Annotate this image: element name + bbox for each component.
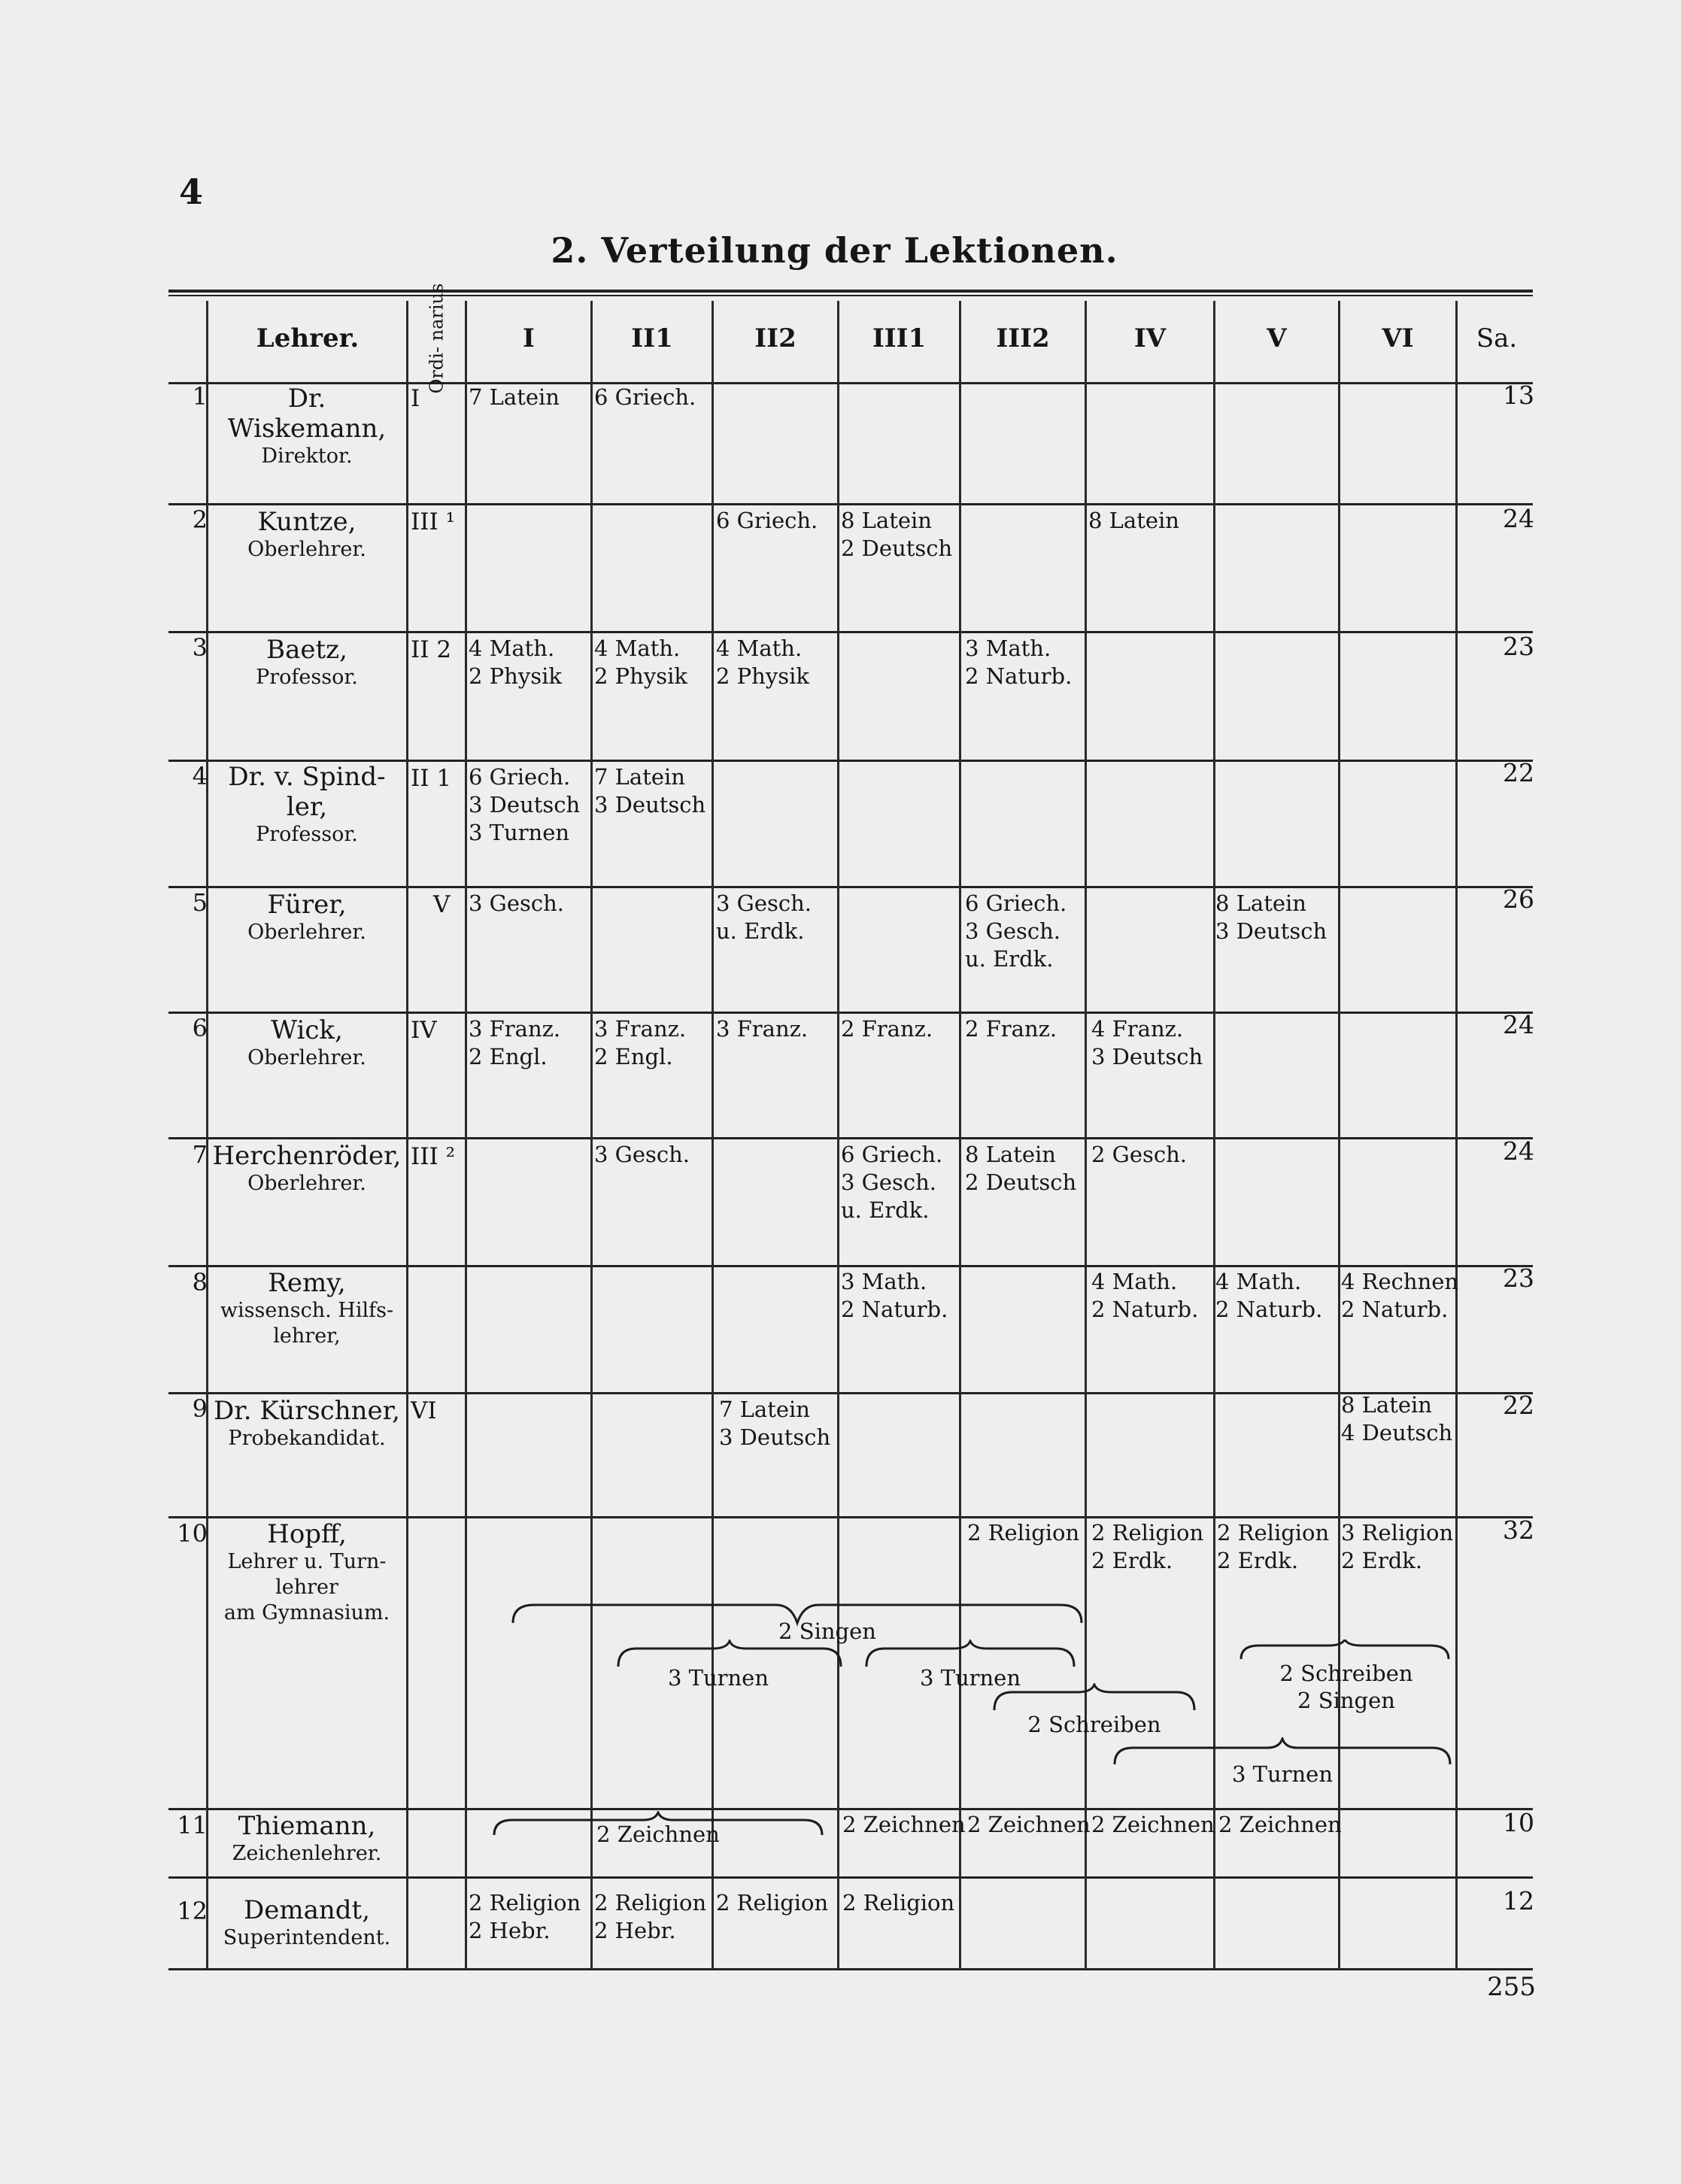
row-rule — [168, 1876, 1533, 1879]
row-number: 8 — [192, 1268, 208, 1297]
ordinarius: III ¹ — [411, 508, 456, 535]
header-class-I: I — [523, 323, 535, 353]
row-rule — [168, 1808, 1533, 1810]
header-class-VI: VI — [1382, 323, 1414, 353]
row-rule — [168, 1392, 1533, 1394]
lesson-cell: 7 Latein 3 Deutsch — [594, 764, 706, 817]
teacher-name: Kuntze, Oberlehrer. — [247, 507, 366, 561]
teacher-name: Demandt, Superintendent. — [223, 1895, 391, 1949]
brace-schreiben-mid — [993, 1683, 1196, 1713]
header-sum: Sa. — [1476, 323, 1518, 353]
lesson-cell: 4 Math. 2 Physik — [594, 635, 687, 689]
row-number: 7 — [192, 1140, 208, 1169]
lesson-cell: 2 Religion — [967, 1520, 1080, 1545]
lesson-cell: 6 Griech. 3 Deutsch 3 Turnen — [469, 764, 581, 845]
header-teacher: Lehrer. — [256, 323, 360, 353]
col-line — [959, 301, 961, 1969]
page-number: 4 — [179, 171, 204, 212]
lesson-cell: 6 Griech. — [716, 508, 818, 533]
label-schreiben-right: 2 Schreiben — [1279, 1661, 1413, 1686]
row-number: 3 — [192, 633, 208, 662]
row-rule — [168, 1516, 1533, 1518]
col-line — [1338, 301, 1340, 1969]
lesson-cell: 2 Zeichnen — [1218, 1812, 1342, 1837]
row-sum: 23 — [1503, 1263, 1534, 1293]
lesson-cell: 7 Latein 3 Deutsch — [719, 1397, 831, 1450]
teacher-name: Dr. Kürschner, Probekandidat. — [214, 1396, 400, 1450]
lesson-cell: 2 Religion 2 Hebr. — [594, 1890, 707, 1943]
teacher-name: Hopff, Lehrer u. Turn- lehrer am Gymnasium. — [223, 1519, 390, 1624]
ordinarius: II 2 — [411, 636, 452, 663]
header-ordinarius: Ordi- narius — [426, 283, 447, 394]
row-number: 11 — [177, 1811, 208, 1840]
row-number: 9 — [192, 1394, 208, 1423]
row-sum: 24 — [1503, 504, 1534, 533]
lesson-cell: 3 Math. 2 Naturb. — [841, 1269, 948, 1322]
row-number: 4 — [192, 762, 208, 790]
lesson-cell: 4 Math. 2 Physik — [716, 635, 809, 689]
ordinarius: V — [433, 891, 451, 918]
row-sum: 23 — [1503, 632, 1534, 661]
lesson-cell: 3 Gesch. — [594, 1142, 690, 1167]
lesson-cell: 4 Math. 2 Physik — [469, 635, 562, 689]
col-line — [837, 301, 839, 1969]
lesson-cell: 3 Math. 2 Naturb. — [965, 635, 1073, 689]
lesson-cell: 3 Gesch. u. Erdk. — [716, 890, 812, 944]
row-number: 5 — [192, 888, 208, 917]
lesson-cell: 6 Griech. 3 Gesch. u. Erdk. — [841, 1142, 943, 1223]
row-sum: 24 — [1503, 1010, 1534, 1039]
header-class-IV: IV — [1133, 323, 1167, 353]
row-rule — [168, 631, 1533, 633]
label-zeichnen: 2 Zeichnen — [596, 1822, 720, 1847]
lesson-cell: 2 Religion 2 Erdk. — [1091, 1520, 1204, 1573]
col-line — [712, 301, 714, 1969]
lesson-cell: 2 Zeichnen — [1091, 1812, 1215, 1837]
row-sum: 32 — [1503, 1515, 1534, 1545]
page-title: 2. Verteilung der Lektionen. — [551, 230, 1118, 271]
teacher-name: Fürer, Oberlehrer. — [247, 890, 366, 944]
label-schreiben-mid: 2 Schreiben — [1027, 1712, 1161, 1737]
ordinarius: IV — [411, 1017, 437, 1044]
lesson-cell: 7 Latein — [469, 384, 560, 410]
lesson-cell: 4 Math. 2 Naturb. — [1215, 1269, 1323, 1322]
table-bottom-rule — [168, 1968, 1533, 1970]
teacher-name: Remy, wissensch. Hilfs- lehrer, — [220, 1268, 394, 1348]
lesson-cell: 8 Latein 3 Deutsch — [1215, 890, 1328, 944]
row-sum: 22 — [1503, 1391, 1534, 1420]
col-line — [465, 301, 467, 1969]
ordinarius: I — [411, 385, 420, 412]
lesson-cell: 4 Math. 2 Naturb. — [1091, 1269, 1199, 1322]
lesson-cell: 8 Latein 4 Deutsch — [1341, 1392, 1453, 1445]
label-turnen-lower: 3 Turnen — [1231, 1761, 1334, 1787]
lesson-cell: 3 Franz. 2 Engl. — [594, 1016, 687, 1069]
grand-total: 255 — [1487, 1972, 1536, 2002]
row-number: 2 — [192, 505, 208, 534]
label-turnen-upper: 3 Turnen — [667, 1665, 769, 1691]
col-line — [406, 301, 408, 1969]
teacher-name: Dr. v. Spind- ler, Professor. — [228, 762, 386, 846]
lesson-cell: 2 Gesch. — [1091, 1142, 1188, 1167]
table-top-rule-2 — [168, 295, 1533, 296]
lesson-cell: 3 Franz. — [716, 1016, 809, 1042]
header-class-III2: III2 — [996, 323, 1050, 353]
teacher-name: Wick, Oberlehrer. — [247, 1015, 366, 1069]
ordinarius: VI — [411, 1397, 437, 1424]
lesson-cell: 2 Zeichnen — [967, 1812, 1091, 1837]
row-sum: 13 — [1503, 381, 1534, 410]
label-singen-right: 2 Singen — [1297, 1688, 1395, 1713]
lesson-cell: 3 Franz. 2 Engl. — [469, 1016, 561, 1069]
lesson-cell: 3 Gesch. — [469, 890, 565, 916]
label-singen: 2 Singen — [778, 1618, 876, 1644]
brace-schreiben-right — [1240, 1640, 1450, 1662]
table-top-rule — [168, 290, 1533, 293]
row-sum: 10 — [1503, 1808, 1534, 1837]
header-class-III1: III1 — [872, 323, 927, 353]
lesson-cell: 6 Griech. — [594, 384, 696, 410]
lesson-cell: 4 Franz. 3 Deutsch — [1091, 1016, 1203, 1069]
row-rule — [168, 503, 1533, 505]
lesson-cell: 3 Religion 2 Erdk. — [1341, 1520, 1454, 1573]
col-line — [1213, 301, 1215, 1969]
ordinarius: III ² — [411, 1143, 456, 1170]
row-number: 1 — [192, 382, 208, 411]
teacher-name: Thiemann, Zeichenlehrer. — [232, 1811, 382, 1865]
row-rule — [168, 1012, 1533, 1014]
row-number: 6 — [192, 1014, 208, 1042]
teacher-name: Herchenröder, Oberlehrer. — [212, 1141, 402, 1195]
lesson-cell: 2 Religion 2 Hebr. — [469, 1890, 581, 1943]
col-line — [206, 301, 208, 1969]
header-class-II1: II1 — [631, 323, 673, 353]
lesson-cell: 8 Latein — [1088, 508, 1179, 533]
header-class-V: V — [1267, 323, 1287, 353]
col-line — [1455, 301, 1458, 1969]
row-sum: 26 — [1503, 884, 1534, 914]
lesson-cell: 2 Zeichnen — [842, 1812, 966, 1837]
row-number: 12 — [177, 1897, 208, 1925]
row-rule — [168, 1265, 1533, 1267]
header-class-II2: II2 — [754, 323, 797, 353]
row-sum: 12 — [1503, 1886, 1534, 1916]
col-line — [590, 301, 593, 1969]
row-sum: 22 — [1503, 758, 1534, 787]
teacher-name: Baetz, Professor. — [256, 635, 358, 689]
lesson-cell: 8 Latein 2 Deutsch — [841, 508, 953, 561]
lesson-cell: 4 Rechnen 2 Naturb. — [1341, 1269, 1459, 1322]
lesson-cell: 2 Religion — [716, 1890, 829, 1916]
lesson-cell: 2 Religion — [842, 1890, 955, 1916]
lesson-cell: 2 Religion 2 Erdk. — [1217, 1520, 1330, 1573]
ordinarius: II 1 — [411, 765, 452, 792]
label-turnen-mid: 3 Turnen — [919, 1665, 1021, 1691]
lesson-cell: 2 Franz. — [965, 1016, 1057, 1042]
row-sum: 24 — [1503, 1136, 1534, 1166]
teacher-name: Dr. Wiskemann, Direktor. — [227, 384, 387, 468]
lesson-cell: 2 Franz. — [841, 1016, 933, 1042]
row-rule — [168, 1137, 1533, 1139]
lesson-cell: 8 Latein 2 Deutsch — [965, 1142, 1077, 1195]
row-number: 10 — [177, 1519, 208, 1548]
lesson-cell: 6 Griech. 3 Gesch. u. Erdk. — [965, 890, 1067, 972]
row-rule — [168, 886, 1533, 888]
